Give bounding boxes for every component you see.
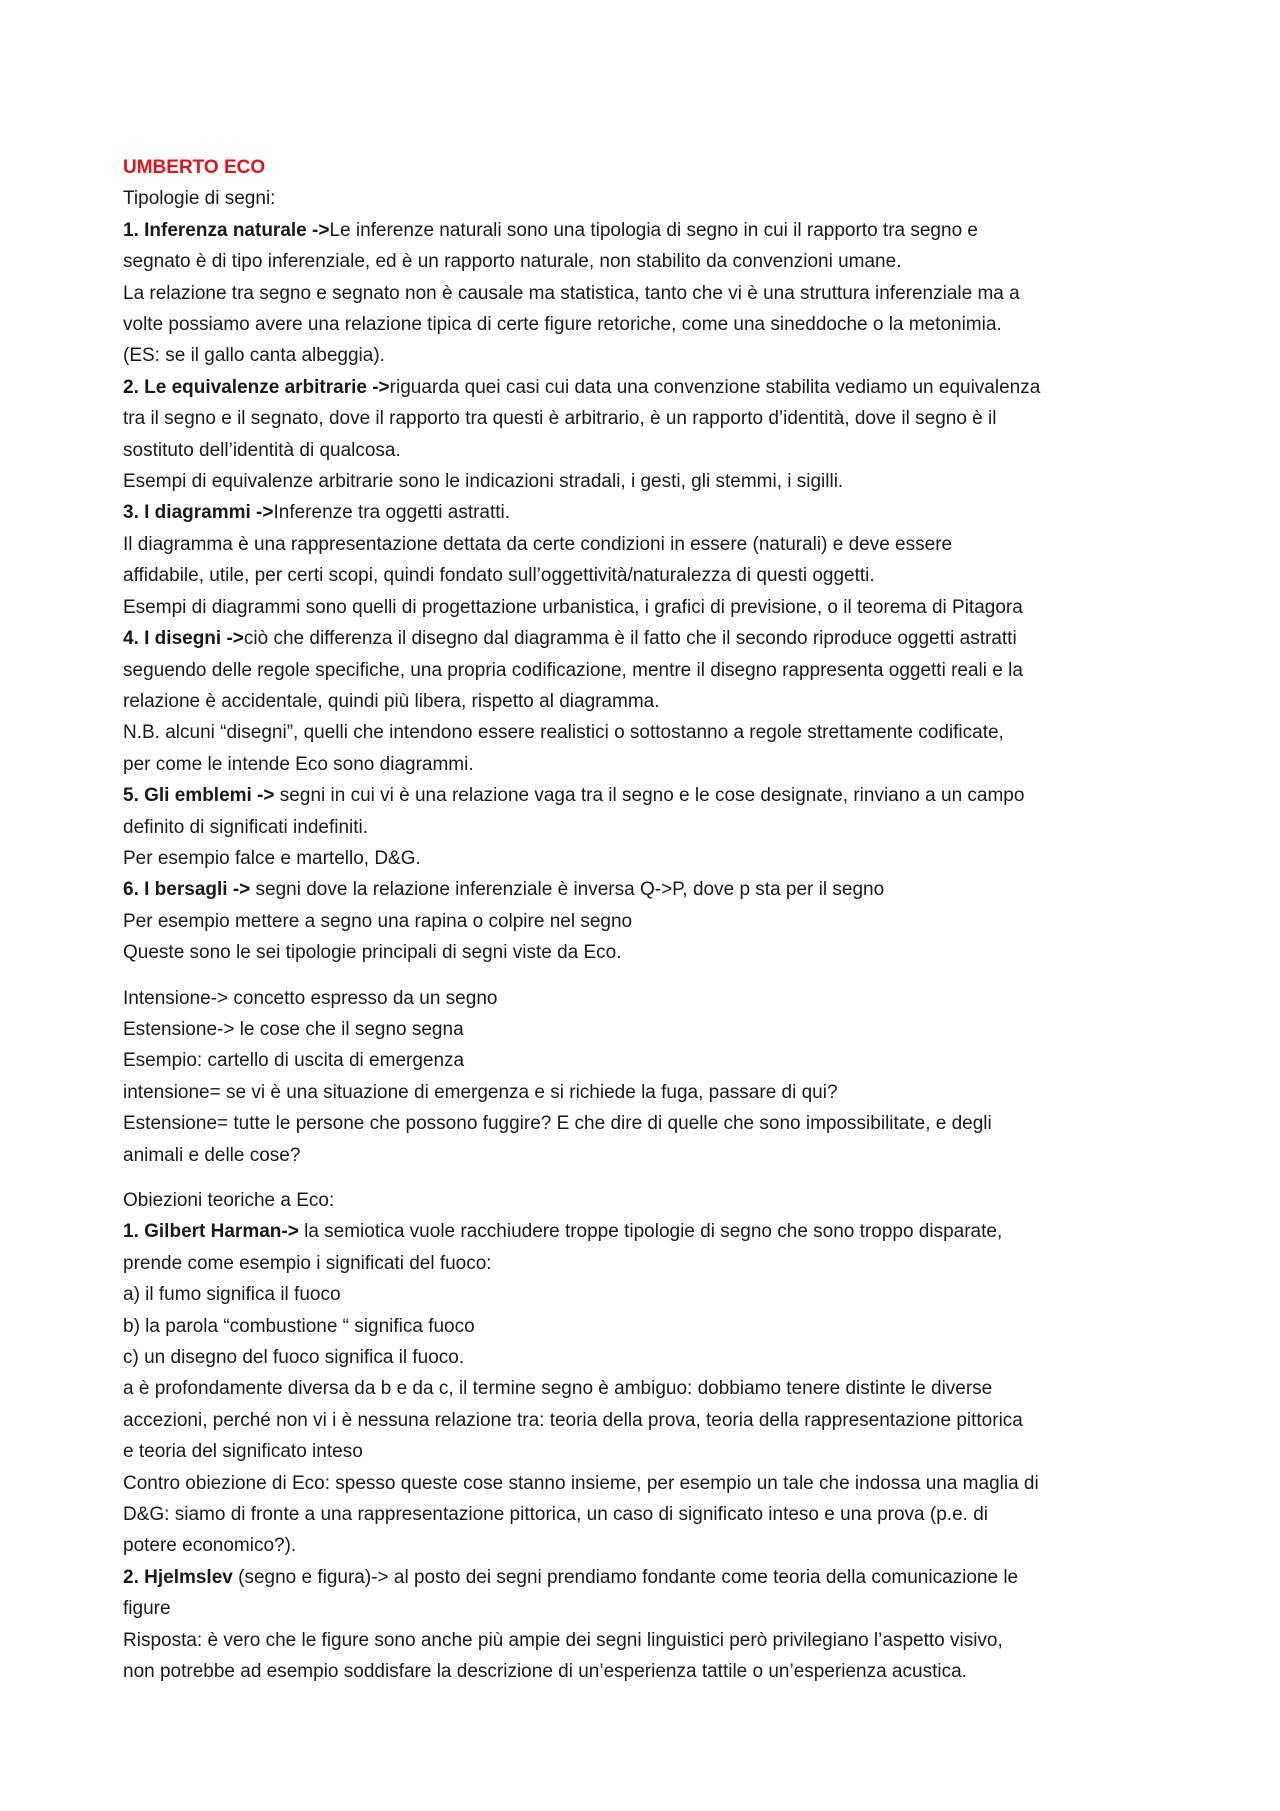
text-line: seguendo delle regole specifiche, una propria codificazione, mentre il disegno rappresenta oggetti reali e la bbox=[123, 659, 1023, 681]
text-line bbox=[123, 874, 1173, 905]
paragraph-gap bbox=[123, 1171, 1173, 1185]
text-line: Estensione= tutte le persone che possono fuggire? E che dire di quelle che sono impossibilitate, e degli bbox=[123, 1113, 992, 1135]
text-line bbox=[123, 215, 1173, 246]
text-line: intensione= se vi è una situazione di emergenza e si richiede la fuga, passare di qui? bbox=[123, 1081, 838, 1103]
item-text: Le inferenze naturali sono una tipologia di segno in cui il rapporto tra segno e bbox=[329, 219, 978, 241]
text-line: animali e delle cose? bbox=[123, 1144, 301, 1166]
text-line: segnato è di tipo inferenziale, ed è un rapporto naturale, non stabilito da convenzioni umane. bbox=[123, 251, 902, 273]
item-heading: 1. Inferenza naturale -> bbox=[123, 219, 330, 241]
paragraph-gap bbox=[123, 969, 1173, 983]
text-line: Per esempio mettere a segno una rapina o colpire nel segno bbox=[123, 910, 633, 932]
text-line: e teoria del significato inteso bbox=[123, 1441, 363, 1463]
text-line: a è profondamente diversa da b e da c, il termine segno è ambiguo: dobbiamo tenere distinte le diverse bbox=[123, 1378, 993, 1400]
document-page bbox=[123, 152, 1173, 1688]
item-heading: 6. I bersagli -> bbox=[123, 879, 251, 901]
text-line: non potrebbe ad esempio soddisfare la descrizione di un’esperienza tattile o un’esperienza acustica. bbox=[123, 1661, 967, 1683]
text-line: figure bbox=[123, 1598, 171, 1620]
text-line: Esempi di equivalenze arbitrarie sono le indicazioni stradali, i gesti, gli stemmi, i sigilli. bbox=[123, 471, 844, 493]
text-line: Obiezioni teoriche a Eco: bbox=[123, 1190, 335, 1211]
document-title: UMBERTO ECO bbox=[123, 157, 266, 178]
item-text: ciò che differenza il disegno dal diagramma è il fatto che il secondo riproduce oggetti astratti bbox=[243, 628, 1017, 650]
text-line: potere economico?). bbox=[123, 1535, 297, 1557]
item-text: (segno e figura)-> al posto dei segni prendiamo fondante come teoria della comunicazione le bbox=[232, 1566, 1019, 1588]
text-line: tra il segno e il segnato, dove il rapporto tra questi è arbitrario, è un rapporto d’identità, dove il segno è il bbox=[123, 408, 997, 430]
item-text: la semiotica vuole racchiudere troppe tipologie di segno che sono troppo disparate, bbox=[298, 1221, 1003, 1243]
text-line: N.B. alcuni “disegni”, quelli che intendono essere realistici o sottostanno a regole strettamente codificate, bbox=[123, 722, 1004, 744]
text-line: affidabile, utile, per certi scopi, quindi fondato sull’oggettività/naturalezza di questi oggetti. bbox=[123, 565, 875, 587]
text-line: accezioni, perché non vi i è nessuna relazione tra: teoria della prova, teoria della rappresentazione pittorica bbox=[123, 1409, 1023, 1431]
text-line: Intensione-> concetto espresso da un segno bbox=[123, 987, 498, 1009]
text-line: sostituto dell’identità di qualcosa. bbox=[123, 439, 401, 461]
item-heading: 4. I disegni -> bbox=[123, 628, 244, 650]
item-heading: 3. I diagrammi -> bbox=[123, 502, 274, 524]
text-line bbox=[123, 372, 1173, 403]
item-text: segni in cui vi è una relazione vaga tra il segno e le cose designate, rinviano a un campo bbox=[274, 785, 1025, 807]
text-line: prende come esempio i significati del fuoco: bbox=[123, 1252, 492, 1274]
text-line: c) un disegno del fuoco significa il fuoco. bbox=[123, 1347, 465, 1369]
text-line: D&G: siamo di fronte a una rappresentazione pittorica, un caso di significato inteso e una prova (p.e. di bbox=[123, 1504, 988, 1526]
text-line: per come le intende Eco sono diagrammi. bbox=[123, 753, 474, 775]
text-line: La relazione tra segno e segnato non è causale ma statistica, tanto che vi è una struttura inferenziale ma a bbox=[123, 282, 1020, 304]
text-line: Esempio: cartello di uscita di emergenza bbox=[123, 1050, 465, 1072]
text-line: Il diagramma è una rappresentazione dettata da certe condizioni in essere (naturali) e deve essere bbox=[123, 533, 953, 555]
text-line bbox=[123, 497, 1173, 528]
text-line: definito di significati indefiniti. bbox=[123, 816, 369, 838]
item-text: segni dove la relazione inferenziale è inversa Q->P, dove p sta per il segno bbox=[250, 879, 885, 901]
text-line: volte possiamo avere una relazione tipica di certe figure retoriche, come una sineddoche o la metonimia. bbox=[123, 314, 1002, 336]
text-line: Risposta: è vero che le figure sono anche più ampie dei segni linguistici però privilegiano l’aspetto visivo, bbox=[123, 1629, 1003, 1651]
text-line: Esempi di diagrammi sono quelli di progettazione urbanistica, i grafici di previsione, o il teorema di Pitagora bbox=[123, 596, 1023, 618]
item-text: Inferenze tra oggetti astratti. bbox=[273, 502, 511, 524]
text-line: relazione è accidentale, quindi più libera, rispetto al diagramma. bbox=[123, 690, 660, 712]
item-heading: 1. Gilbert Harman-> bbox=[123, 1221, 299, 1243]
text-line bbox=[123, 1562, 1173, 1593]
text-line: Estensione-> le cose che il segno segna bbox=[123, 1018, 464, 1040]
text-line: Queste sono le sei tipologie principali di segni viste da Eco. bbox=[123, 942, 622, 964]
text-line bbox=[123, 780, 1173, 811]
item-heading: 5. Gli emblemi -> bbox=[123, 785, 275, 807]
text-line: Contro obiezione di Eco: spesso queste cose stanno insieme, per esempio un tale che indossa una maglia di bbox=[123, 1472, 1039, 1494]
text-line: a) il fumo significa il fuoco bbox=[123, 1284, 341, 1306]
text-line: (ES: se il gallo canta albeggia). bbox=[123, 345, 385, 367]
text-line bbox=[123, 1216, 1173, 1247]
text-line bbox=[123, 623, 1173, 654]
item-heading: 2. Le equivalenze arbitrarie -> bbox=[123, 376, 390, 398]
item-heading: 2. Hjelmslev bbox=[123, 1566, 233, 1588]
text-line: Tipologie di segni: bbox=[123, 188, 276, 210]
item-text: riguarda quei casi cui data una convenzione stabilita vediamo un equivalenza bbox=[389, 376, 1041, 398]
text-line: Per esempio falce e martello, D&G. bbox=[123, 847, 421, 869]
text-line: b) la parola “combustione “ significa fuoco bbox=[123, 1315, 475, 1337]
